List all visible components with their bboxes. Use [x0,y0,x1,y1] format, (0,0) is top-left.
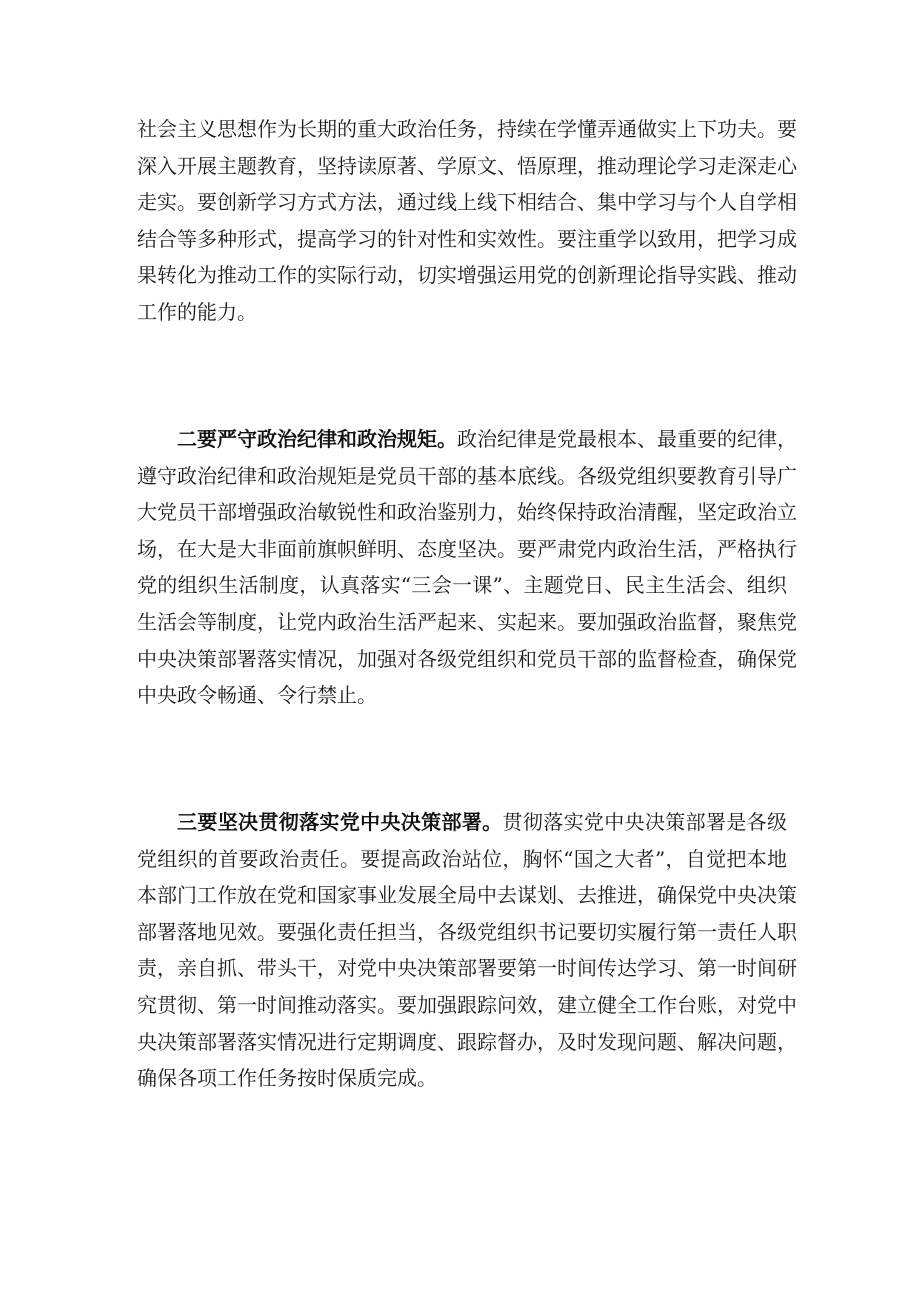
text-line: 党组织的首要政治责任。要提高政治站位，胸怀“国之大者”，自觉把本地 [137,846,787,871]
text-line: 中央政令畅通、令行禁止。 [137,683,377,708]
text-line: 责，亲自抓、带头干，对党中央决策部署要第一时间传达学习、第一时间研 [137,956,797,981]
paragraph-heading: 三要坚决贯彻落实党中央决策部署。 [177,810,503,834]
text-line: 究贯彻、第一时间推动落实。要加强跟踪问效，建立健全工作台账，对党中 [137,992,797,1017]
text-line: 大党员干部增强政治敏锐性和政治鉴别力，始终保持政治清醒，坚定政治立 [137,500,797,525]
paragraph-political-discipline [137,421,797,714]
paragraph-heading: 二要严守政治纪律和政治规矩。 [177,427,457,451]
paragraph-first-line [137,804,787,841]
text-line: 中央决策部署落实情况，加强对各级党组织和党员干部的监督检查，确保党 [137,646,797,671]
paragraph-study-theory [137,111,797,331]
text-line: 走实。要创新学习方式方法，通过线上线下相结合、集中学习与个人自学相 [137,190,797,215]
text-line: 工作的能力。 [137,299,257,324]
paragraph-first-line [137,421,797,458]
text-line: 本部门工作放在党和国家事业发展全局中去谋划、去推进，确保党中央决策 [137,883,797,908]
text-line: 确保各项工作任务按时保质完成。 [137,1066,437,1091]
text-line: 央决策部署落实情况进行定期调度、跟踪督办，及时发现问题、解决问题， [137,1029,797,1054]
paragraph-implement-decisions [137,804,797,1097]
text-line: 果转化为推动工作的实际行动，切实增强运用党的创新理论指导实践、推动 [137,263,797,288]
text-line: 结合等多种形式，提高学习的针对性和实效性。要注重学以致用，把学习成 [137,226,797,251]
text-line: 遵守政治纪律和政治规矩是党员干部的基本底线。各级党组织要教育引导广 [137,463,797,488]
text-line: 部署落地见效。要强化责任担当，各级党组织书记要切实履行第一责任人职 [137,919,797,944]
text-line: 生活会等制度，让党内政治生活严起来、实起来。要加强政治监督，聚焦党 [137,609,797,634]
text-line: 党的组织生活制度，认真落实“三会一课”、主题党日、民主生活会、组织 [137,573,787,598]
text-line: 社会主义思想作为长期的重大政治任务，持续在学懂弄通做实上下功夫。要 [137,117,797,141]
text-run: 贯彻落实党中央决策部署是各级 [502,810,788,834]
text-line: 场，在大是大非面前旗帜鲜明、态度坚决。要严肃党内政治生活，严格执行 [137,536,797,561]
text-line: 深入开展主题教育，坚持读原著、学原文、悟原理，推动理论学习走深走心 [137,153,797,178]
text-run: 政治纪律是党最根本、最重要的纪律， [457,427,797,451]
